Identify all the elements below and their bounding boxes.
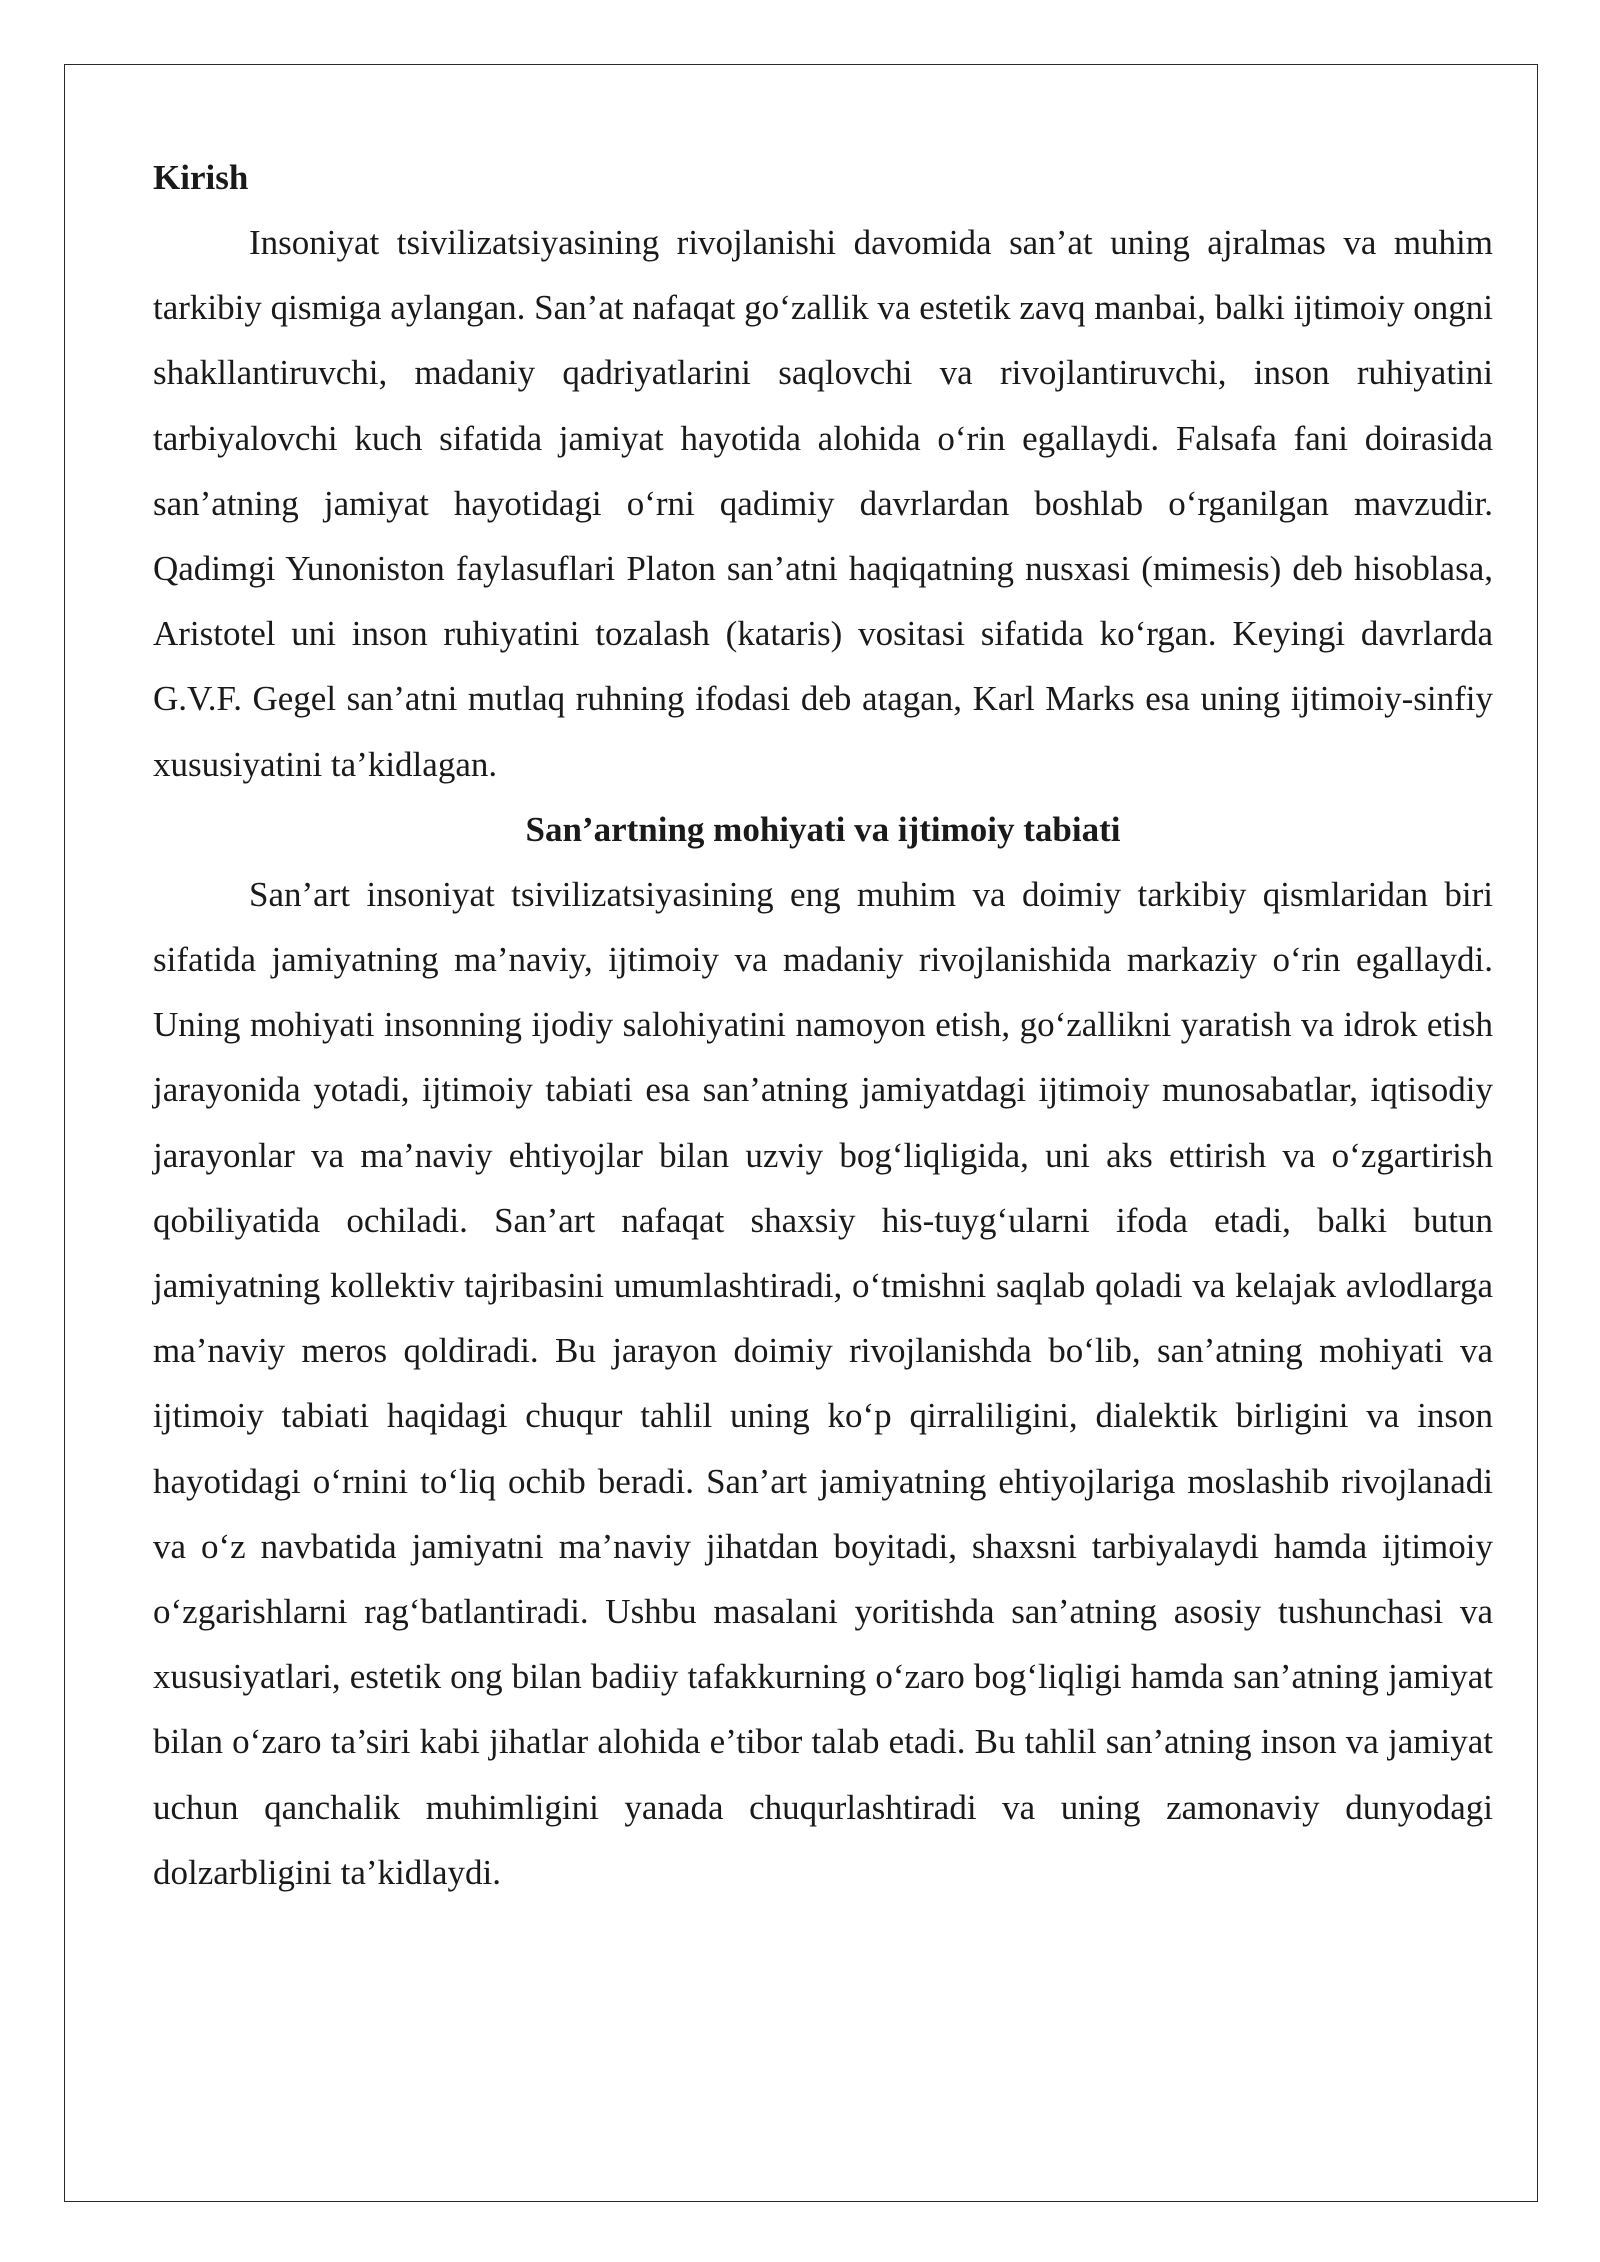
document-body <box>153 145 1493 1905</box>
section-heading: San’artning mohiyati va ijtimoiy tabiati <box>525 809 1121 849</box>
section-paragraph: San’art insoniyat tsivilizatsiyasining eng muhim va doimiy tarkibiy qismlaridan biri sifatida jamiyatning ma’naviy, ijtimoiy va madaniy rivojlanishida markaziy o‘rin egallaydi. Uning mohiyati insonning ijodiy salohiyatini namoyon etish, go‘zallikni yaratish va idrok etish jarayonida yotadi, ijtimoiy tabiati esa san’atning jamiyatdagi ijtimoiy munosabatlar, iqtisodiy jarayonlar va ma’naviy ehtiyojlar bilan uzviy bog‘liqligida, uni aks ettirish va o‘zgartirish qobiliyatida ochiladi. San’art nafaqat shaxsiy his-tuyg‘ularni ifoda etadi, balki butun jamiyatning kollektiv tajribasini umumlashtiradi, o‘tmishni saqlab qoladi va kelajak avlodlarga ma’naviy meros qoldiradi. Bu jarayon doimiy rivojlanishda bo‘lib, san’atning mohiyati va ijtimoiy tabiati haqidagi chuqur tahlil uning ko‘p qirraliligini, dialektik birligini va inson hayotidagi o‘rnini to‘liq ochib beradi. San’art jamiyatning ehtiyojlariga moslashib rivojlanadi va o‘z navbatida jamiyatni ma’naviy jihatdan boyitadi, shaxsni tarbiyalaydi hamda ijtimoiy o‘zgarishlarni rag‘batlantiradi. Ushbu masalani yoritishda san’atning asosiy tushunchasi va xususiyatlari, estetik ong bilan badiiy tafakkurning o‘zaro bog‘liqligi hamda san’atning jamiyat bilan o‘zaro ta’siri kabi jihatlar alohida e’tibor talab etadi. Bu tahlil san’atning inson va jamiyat uchun qanchalik muhimligini yanada chuqurlashtiradi va uning zamonaviy dunyodagi dolzarbligini ta’kidlaydi. <box>153 874 1493 1892</box>
intro-paragraph: Insoniyat tsivilizatsiyasining rivojlanishi davomida san’at uning ajralmas va muhim tarkibiy qismiga aylangan. San’at nafaqat go‘zallik va estetik zavq manbai, balki ijtimoiy ongni shakllantiruvchi, madaniy qadriyatlarini saqlovchi va rivojlantiruvchi, inson ruhiyatini tarbiyalovchi kuch sifatida jamiyat hayotida alohida o‘rin egallaydi. Falsafa fani doirasida san’atning jamiyat hayotidagi o‘rni qadimiy davrlardan boshlab o‘rganilgan mavzudir. Qadimgi Yunoniston faylasuflari Platon san’atni haqiqatning nusxasi (mimesis) deb hisoblasa, Aristotel uni inson ruhiyatini tozalash (kataris) vositasi sifatida ko‘rgan. Keyingi davrlarda G.V.F. Gegel san’atni mutlaq ruhning ifodasi deb atagan, Karl Marks esa uning ijtimoiy-sinfiy xususiyatini ta’kidlagan. <box>153 223 1493 784</box>
intro-heading: Kirish <box>153 158 249 197</box>
